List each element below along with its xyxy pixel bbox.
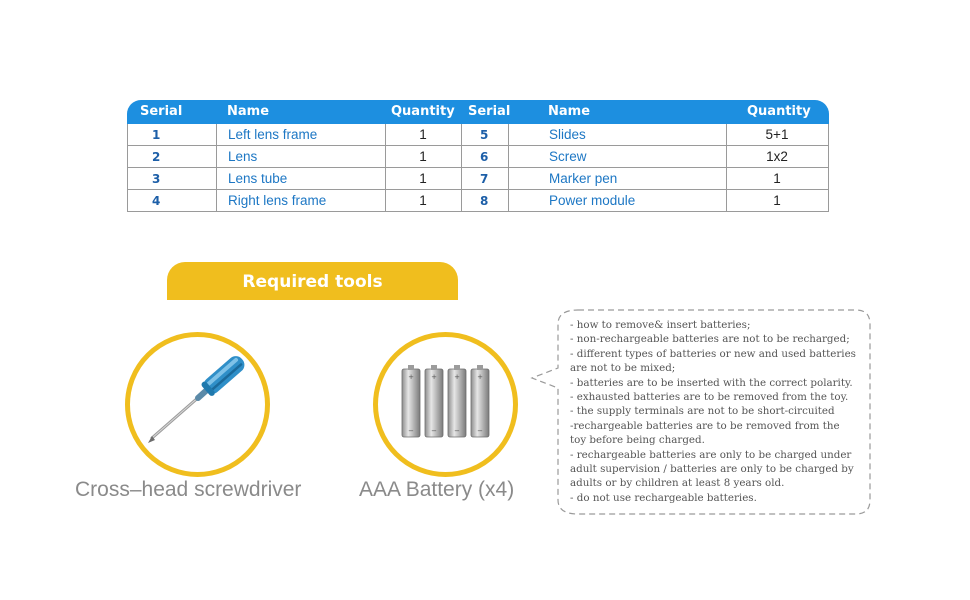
- warning-line: - how to remove& insert batteries;: [570, 319, 751, 331]
- serial-cell: 4: [152, 194, 161, 208]
- serial-cell: 8: [480, 194, 489, 208]
- warning-line: - the supply terminals are not to be short-circuited: [570, 405, 835, 418]
- battery-label: AAA Battery (x4): [359, 478, 515, 501]
- battery-icon: [373, 332, 518, 477]
- serial-cell: 6: [480, 150, 489, 164]
- quantity-cell: 5+1: [765, 127, 789, 142]
- warning-line: adults or by children at least 8 years old.: [570, 477, 785, 490]
- warning-line: - rechargeable batteries are only to be charged under: [570, 448, 852, 461]
- name-cell: Right lens frame: [228, 193, 327, 208]
- table-row: [128, 190, 828, 212]
- quantity-cell: 1: [419, 193, 427, 208]
- warning-line: -rechargeable batteries are to be removed from the: [570, 419, 840, 432]
- name-cell: Marker pen: [549, 171, 618, 186]
- header-serial-left: Serial: [140, 104, 183, 119]
- serial-cell: 7: [480, 172, 489, 186]
- quantity-cell: 1: [773, 193, 781, 208]
- warning-line: - different types of batteries or new and used batteries: [570, 347, 856, 360]
- quantity-cell: 1: [419, 149, 427, 164]
- serial-cell: 1: [152, 128, 161, 142]
- warning-line: - batteries are to be inserted with the correct polarity.: [570, 376, 853, 389]
- parts-table: [127, 100, 829, 212]
- warning-line: are not to be mixed;: [570, 362, 676, 375]
- quantity-cell: 1x2: [766, 149, 788, 164]
- table-header: [127, 100, 829, 124]
- header-quantity-right: Quantity: [747, 104, 811, 119]
- warning-line: - non-rechargeable batteries are not to be recharged;: [570, 333, 850, 346]
- screwdriver-label: Cross–head screwdriver: [75, 478, 302, 501]
- name-cell: Screw: [549, 149, 587, 164]
- quantity-cell: 1: [419, 127, 427, 142]
- serial-cell: 2: [152, 150, 161, 164]
- header-serial-right: Serial: [468, 104, 511, 119]
- svg-text:+: +: [431, 373, 437, 381]
- quantity-cell: 1: [419, 171, 427, 186]
- name-cell: Slides: [549, 127, 586, 142]
- svg-text:−: −: [454, 427, 460, 435]
- warning-text: [570, 318, 875, 505]
- svg-text:−: −: [431, 427, 437, 435]
- name-cell: Lens: [228, 149, 258, 164]
- name-cell: Lens tube: [228, 171, 288, 186]
- warning-line: - exhausted batteries are to be removed from the toy.: [570, 391, 849, 404]
- svg-text:+: +: [477, 373, 483, 381]
- svg-text:+: +: [454, 373, 460, 381]
- required-tools-banner: Required tools: [167, 262, 458, 300]
- warning-line: toy before being charged.: [570, 434, 705, 447]
- quantity-cell: 1: [773, 171, 781, 186]
- name-cell: Power module: [549, 193, 636, 208]
- serial-cell: 3: [152, 172, 161, 186]
- svg-text:+: +: [408, 373, 414, 381]
- screwdriver-icon: [125, 332, 270, 477]
- name-cell: Left lens frame: [228, 127, 318, 142]
- battery-warning-bubble: [530, 308, 876, 520]
- table-row: [128, 146, 828, 168]
- table-body: [127, 124, 829, 212]
- header-name-right: Name: [548, 104, 591, 119]
- header-quantity-left: Quantity: [391, 104, 455, 119]
- table-row: [128, 124, 828, 146]
- warning-line: - do not use rechargeable batteries.: [570, 491, 757, 504]
- svg-text:−: −: [408, 427, 414, 435]
- warning-line: adult supervision / batteries are only to be charged by: [570, 463, 854, 476]
- header-name-left: Name: [227, 104, 270, 119]
- svg-text:−: −: [477, 427, 483, 435]
- table-row: [128, 168, 828, 190]
- serial-cell: 5: [480, 128, 489, 142]
